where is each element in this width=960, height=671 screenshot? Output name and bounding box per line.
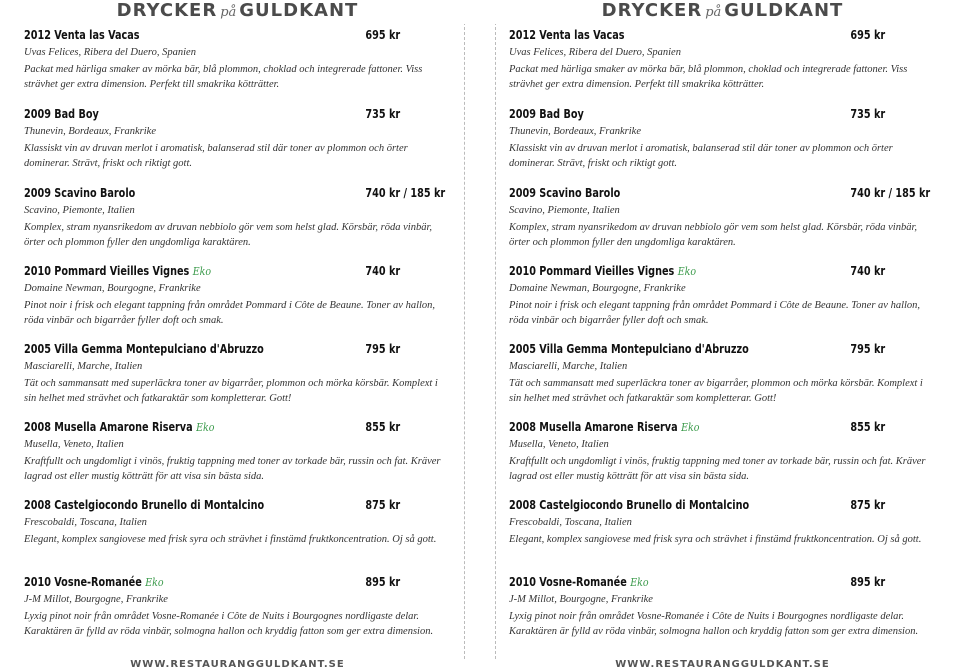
wine-name	[509, 27, 625, 42]
wine-name-text: 2008 Musella Amarone Riserva	[509, 419, 678, 434]
footer-url: WWW.RESTAURANGGULDKANT.SE	[485, 659, 960, 671]
wine-producer: Uvas Felices, Ribera del Duero, Spanien	[509, 47, 681, 58]
wine-name-text: 2010 Vosne-Romanée	[509, 574, 627, 589]
wine-entry	[509, 106, 929, 171]
wine-entry	[509, 497, 929, 548]
wine-name-text: 2010 Pommard Vieilles Vignes	[509, 263, 675, 278]
wine-name	[24, 106, 99, 121]
wine-producer: Scavino, Piemonte, Italien	[24, 205, 135, 216]
wine-name	[509, 574, 649, 589]
brand-pa: på	[705, 5, 722, 20]
wine-description: Lyxig pinot noir från området Vosne-Romanée i Côte de Nuits i Bourgognes nordligaste delar. Karaktären är fylld av röda vinbär, solmogna hallon och kryddig fatton som ger extra dimension.	[24, 611, 434, 637]
brand-drycker: DRYCKER	[116, 0, 218, 21]
wine-price: 740 kr	[365, 263, 401, 278]
wine-price: 740 kr / 185 kr	[365, 185, 446, 200]
wine-price: 695 kr	[365, 27, 401, 42]
wine-heading	[509, 263, 913, 279]
wine-name	[24, 263, 211, 278]
wine-heading	[24, 263, 428, 279]
brand-drycker: DRYCKER	[601, 0, 703, 21]
wine-name-text: 2009 Scavino Barolo	[24, 185, 136, 200]
wine-name	[24, 341, 264, 356]
wine-producer: Thunevin, Bordeaux, Frankrike	[24, 126, 156, 137]
wine-price: 795 kr	[365, 341, 401, 356]
wine-name-text: 2012 Venta las Vacas	[509, 27, 625, 42]
wine-producer: J-M Millot, Bourgogne, Frankrike	[509, 594, 653, 605]
wine-heading	[24, 185, 446, 201]
wine-name-text: 2012 Venta las Vacas	[24, 27, 140, 42]
eco-badge-icon: Eko	[192, 265, 212, 278]
wine-producer: Frescobaldi, Toscana, Italien	[24, 517, 147, 528]
menu-page-right	[485, 0, 960, 671]
wine-heading	[509, 574, 913, 590]
brand-logo	[0, 0, 475, 24]
wine-entry	[24, 185, 444, 250]
wine-name-text: 2009 Scavino Barolo	[509, 185, 621, 200]
wine-heading	[24, 341, 428, 357]
wine-entry	[509, 574, 929, 639]
wine-name-text: 2005 Villa Gemma Montepulciano d'Abruzzo	[509, 341, 749, 356]
wine-description: Tät och sammansatt med superläckra toner av bigarråer, plommon och mörka körsbär. Komplext i sin helhet med strävhet och fatkaraktär som kompletterar. Gott!	[509, 378, 923, 404]
wine-producer: Domaine Newman, Bourgogne, Frankrike	[24, 283, 201, 294]
wine-producer: Uvas Felices, Ribera del Duero, Spanien	[24, 47, 196, 58]
wine-description: Klassiskt vin av druvan merlot i aromatisk, balanserad stil där toner av plommon och örter dominerar. Strävt, friskt och riktigt gott.	[24, 143, 408, 169]
wine-entry	[24, 497, 444, 548]
wine-producer: Domaine Newman, Bourgogne, Frankrike	[509, 283, 686, 294]
menu-page-left	[0, 0, 475, 671]
brand-pa: på	[220, 5, 237, 20]
wine-entry	[24, 27, 444, 92]
wine-producer: Musella, Veneto, Italien	[24, 439, 124, 450]
wine-producer: Masciarelli, Marche, Italien	[509, 361, 628, 372]
wine-name-text: 2005 Villa Gemma Montepulciano d'Abruzzo	[24, 341, 264, 356]
wine-heading	[509, 106, 913, 122]
wine-producer: Musella, Veneto, Italien	[509, 439, 609, 450]
eco-badge-icon: Eko	[681, 421, 700, 434]
wine-entry	[509, 27, 929, 92]
wine-heading	[509, 497, 913, 513]
brand-guldkant: GULDKANT	[724, 0, 844, 21]
wine-producer: Thunevin, Bordeaux, Frankrike	[509, 126, 641, 137]
wine-price: 740 kr	[850, 263, 886, 278]
wine-price: 735 kr	[850, 106, 886, 121]
wine-price: 855 kr	[365, 419, 401, 434]
wine-price: 695 kr	[850, 27, 886, 42]
wine-producer: Frescobaldi, Toscana, Italien	[509, 517, 632, 528]
wine-entry	[509, 185, 929, 250]
wine-description: Kraftfullt och ungdomligt i vinös, fruktig tappning med toner av torkade bär, russin och fat. Kräver lagrad ost eller mustig kötträtt för att visa sin bästa sida.	[24, 456, 441, 482]
wine-name	[509, 497, 749, 512]
wine-heading	[24, 27, 428, 43]
wine-name	[24, 574, 164, 589]
wine-entry	[509, 419, 929, 484]
wine-price: 740 kr / 185 kr	[850, 185, 931, 200]
wine-description: Packat med härliga smaker av mörka bär, blå plommon, choklad och integrerade fattoner. Viss strävhet ger extra dimension. Perfekt till smakrika kötträtter.	[509, 64, 908, 90]
wine-name-text: 2008 Castelgiocondo Brunello di Montalcino	[509, 497, 750, 512]
wine-entry	[24, 263, 444, 328]
wine-price: 895 kr	[365, 574, 401, 589]
wine-price: 875 kr	[850, 497, 886, 512]
eco-badge-icon: Eko	[145, 576, 164, 589]
wine-name	[24, 419, 214, 434]
brand-logo	[485, 0, 960, 24]
wine-name-text: 2009 Bad Boy	[509, 106, 584, 121]
wine-name-text: 2010 Pommard Vieilles Vignes	[24, 263, 190, 278]
eco-badge-icon: Eko	[677, 265, 697, 278]
wine-name	[509, 341, 749, 356]
wine-name	[509, 106, 584, 121]
wine-name-text: 2009 Bad Boy	[24, 106, 99, 121]
wine-entry	[509, 263, 929, 328]
wine-name	[509, 263, 696, 278]
wine-name	[24, 27, 140, 42]
wine-entry	[24, 341, 444, 406]
wine-entry	[509, 341, 929, 406]
wine-heading	[24, 574, 428, 590]
wine-price: 855 kr	[850, 419, 886, 434]
wine-description: Tät och sammansatt med superläckra toner av bigarråer, plommon och mörka körsbär. Komplext i sin helhet med strävhet och fatkaraktär som kompletterar. Gott!	[24, 378, 438, 404]
wine-price: 795 kr	[850, 341, 886, 356]
wine-name-text: 2010 Vosne-Romanée	[24, 574, 142, 589]
wine-description: Elegant, komplex sangiovese med frisk syra och strävhet i finstämd fruktkoncentration. Oj så gott.	[24, 534, 437, 545]
wine-heading	[509, 419, 913, 435]
wine-description: Lyxig pinot noir från området Vosne-Romanée i Côte de Nuits i Bourgognes nordligaste delar. Karaktären är fylld av röda vinbär, solmogna hallon och kryddig fatton som ger extra dimension.	[509, 611, 919, 637]
wine-heading	[24, 106, 428, 122]
wine-producer: Masciarelli, Marche, Italien	[24, 361, 143, 372]
wine-price: 895 kr	[850, 574, 886, 589]
wine-heading	[24, 419, 428, 435]
wine-name	[509, 419, 699, 434]
wine-name-text: 2008 Musella Amarone Riserva	[24, 419, 193, 434]
wine-producer: J-M Millot, Bourgogne, Frankrike	[24, 594, 168, 605]
wine-price: 875 kr	[365, 497, 401, 512]
wine-name-text: 2008 Castelgiocondo Brunello di Montalcino	[24, 497, 265, 512]
eco-badge-icon: Eko	[196, 421, 215, 434]
wine-entry	[24, 419, 444, 484]
wine-producer: Scavino, Piemonte, Italien	[509, 205, 620, 216]
footer-url: WWW.RESTAURANGGULDKANT.SE	[0, 659, 475, 671]
wine-price: 735 kr	[365, 106, 401, 121]
wine-name	[24, 497, 264, 512]
wine-description: Komplex, stram nyansrikedom av druvan nebbiolo gör vem som helst glad. Körsbär, röda vinbär, örter och plommon fyller den ungdomliga karaktären.	[509, 222, 918, 248]
wine-name	[24, 185, 135, 200]
wine-description: Pinot noir i frisk och elegant tappning från området Pommard i Côte de Beaune. Toner av hallon, röda vinbär och bigarråer fyller doft och smak.	[24, 300, 436, 326]
wine-entry	[24, 106, 444, 171]
eco-badge-icon: Eko	[630, 576, 649, 589]
wine-heading	[509, 27, 913, 43]
wine-description: Komplex, stram nyansrikedom av druvan nebbiolo gör vem som helst glad. Körsbär, röda vinbär, örter och plommon fyller den ungdomliga karaktären.	[24, 222, 433, 248]
wine-name	[509, 185, 620, 200]
wine-heading	[24, 497, 428, 513]
brand-guldkant: GULDKANT	[239, 0, 359, 21]
wine-heading	[509, 185, 931, 201]
wine-description: Kraftfullt och ungdomligt i vinös, fruktig tappning med toner av torkade bär, russin och fat. Kräver lagrad ost eller mustig kötträtt för att visa sin bästa sida.	[509, 456, 926, 482]
wine-description: Elegant, komplex sangiovese med frisk syra och strävhet i finstämd fruktkoncentration. Oj så gott.	[509, 534, 922, 545]
wine-description: Klassiskt vin av druvan merlot i aromatisk, balanserad stil där toner av plommon och örter dominerar. Strävt, friskt och riktigt gott.	[509, 143, 893, 169]
wine-entry	[24, 574, 444, 639]
wine-description: Pinot noir i frisk och elegant tappning från området Pommard i Côte de Beaune. Toner av hallon, röda vinbär och bigarråer fyller doft och smak.	[509, 300, 921, 326]
wine-heading	[509, 341, 913, 357]
wine-description: Packat med härliga smaker av mörka bär, blå plommon, choklad och integrerade fattoner. Viss strävhet ger extra dimension. Perfekt till smakrika kötträtter.	[24, 64, 423, 90]
